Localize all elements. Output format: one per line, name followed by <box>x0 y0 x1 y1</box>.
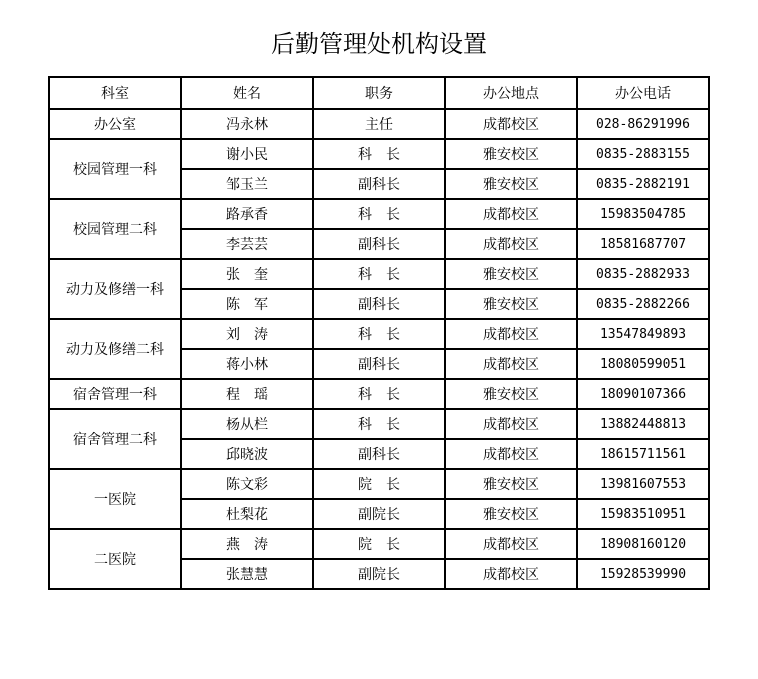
location-cell: 成都校区 <box>445 529 577 559</box>
table-row <box>49 529 709 559</box>
staff-title-cell: 副院长 <box>313 559 445 589</box>
department-cell: 动力及修缮一科 <box>49 259 181 319</box>
staff-name-cell: 谢小民 <box>181 139 313 169</box>
staff-title-cell: 院 长 <box>313 469 445 499</box>
phone-cell: 0835-2882933 <box>577 259 709 289</box>
table-row <box>49 319 709 349</box>
staff-title-cell: 科 长 <box>313 139 445 169</box>
phone-cell: 18090107366 <box>577 379 709 409</box>
table-row <box>49 469 709 499</box>
location-cell: 成都校区 <box>445 439 577 469</box>
location-cell: 成都校区 <box>445 109 577 139</box>
staff-name-cell: 蒋小林 <box>181 349 313 379</box>
table-body <box>49 109 709 589</box>
staff-name-cell: 陈 军 <box>181 289 313 319</box>
staff-title-cell: 副科长 <box>313 229 445 259</box>
staff-title-cell: 副科长 <box>313 289 445 319</box>
location-cell: 雅安校区 <box>445 469 577 499</box>
department-cell: 校园管理一科 <box>49 139 181 199</box>
location-cell: 成都校区 <box>445 409 577 439</box>
location-cell: 成都校区 <box>445 349 577 379</box>
department-cell: 一医院 <box>49 469 181 529</box>
header-row <box>49 77 709 109</box>
org-table <box>48 76 710 590</box>
location-cell: 雅安校区 <box>445 139 577 169</box>
staff-title-cell: 副科长 <box>313 169 445 199</box>
location-cell: 雅安校区 <box>445 379 577 409</box>
staff-name-cell: 邹玉兰 <box>181 169 313 199</box>
staff-name-cell: 张慧慧 <box>181 559 313 589</box>
department-cell: 宿舍管理一科 <box>49 379 181 409</box>
staff-title-cell: 主任 <box>313 109 445 139</box>
staff-name-cell: 程 瑶 <box>181 379 313 409</box>
table-row <box>49 259 709 289</box>
location-cell: 成都校区 <box>445 559 577 589</box>
phone-cell: 028-86291996 <box>577 109 709 139</box>
staff-title-cell: 院 长 <box>313 529 445 559</box>
phone-cell: 18908160120 <box>577 529 709 559</box>
staff-title-cell: 科 长 <box>313 409 445 439</box>
phone-cell: 15983504785 <box>577 199 709 229</box>
phone-cell: 0835-2882266 <box>577 289 709 319</box>
phone-cell: 0835-2882191 <box>577 169 709 199</box>
department-cell: 宿舍管理二科 <box>49 409 181 469</box>
phone-cell: 0835-2883155 <box>577 139 709 169</box>
department-cell: 动力及修缮二科 <box>49 319 181 379</box>
staff-name-cell: 燕 涛 <box>181 529 313 559</box>
staff-title-cell: 副科长 <box>313 349 445 379</box>
table-row <box>49 199 709 229</box>
location-cell: 成都校区 <box>445 319 577 349</box>
staff-name-cell: 张 奎 <box>181 259 313 289</box>
staff-title-cell: 科 长 <box>313 199 445 229</box>
header-name: 姓名 <box>181 77 313 109</box>
table-row <box>49 409 709 439</box>
staff-name-cell: 杨从栏 <box>181 409 313 439</box>
staff-title-cell: 副院长 <box>313 499 445 529</box>
table-row <box>49 139 709 169</box>
page-title: 后勤管理处机构设置 <box>271 30 487 58</box>
header-department: 科室 <box>49 77 181 109</box>
staff-name-cell: 李芸芸 <box>181 229 313 259</box>
header-location: 办公地点 <box>445 77 577 109</box>
staff-title-cell: 科 长 <box>313 319 445 349</box>
staff-name-cell: 邱晓波 <box>181 439 313 469</box>
staff-name-cell: 刘 涛 <box>181 319 313 349</box>
header-title: 职务 <box>313 77 445 109</box>
phone-cell: 15928539990 <box>577 559 709 589</box>
location-cell: 成都校区 <box>445 229 577 259</box>
staff-title-cell: 副科长 <box>313 439 445 469</box>
table-row <box>49 379 709 409</box>
staff-name-cell: 杜梨花 <box>181 499 313 529</box>
phone-cell: 18080599051 <box>577 349 709 379</box>
phone-cell: 13882448813 <box>577 409 709 439</box>
phone-cell: 18615711561 <box>577 439 709 469</box>
staff-title-cell: 科 长 <box>313 379 445 409</box>
department-cell: 办公室 <box>49 109 181 139</box>
staff-name-cell: 冯永林 <box>181 109 313 139</box>
phone-cell: 13981607553 <box>577 469 709 499</box>
phone-cell: 15983510951 <box>577 499 709 529</box>
location-cell: 成都校区 <box>445 199 577 229</box>
staff-title-cell: 科 长 <box>313 259 445 289</box>
table-row <box>49 109 709 139</box>
staff-name-cell: 陈文彩 <box>181 469 313 499</box>
location-cell: 雅安校区 <box>445 169 577 199</box>
department-cell: 校园管理二科 <box>49 199 181 259</box>
staff-name-cell: 路承香 <box>181 199 313 229</box>
phone-cell: 13547849893 <box>577 319 709 349</box>
department-cell: 二医院 <box>49 529 181 589</box>
header-phone: 办公电话 <box>577 77 709 109</box>
location-cell: 雅安校区 <box>445 289 577 319</box>
phone-cell: 18581687707 <box>577 229 709 259</box>
location-cell: 雅安校区 <box>445 499 577 529</box>
location-cell: 雅安校区 <box>445 259 577 289</box>
